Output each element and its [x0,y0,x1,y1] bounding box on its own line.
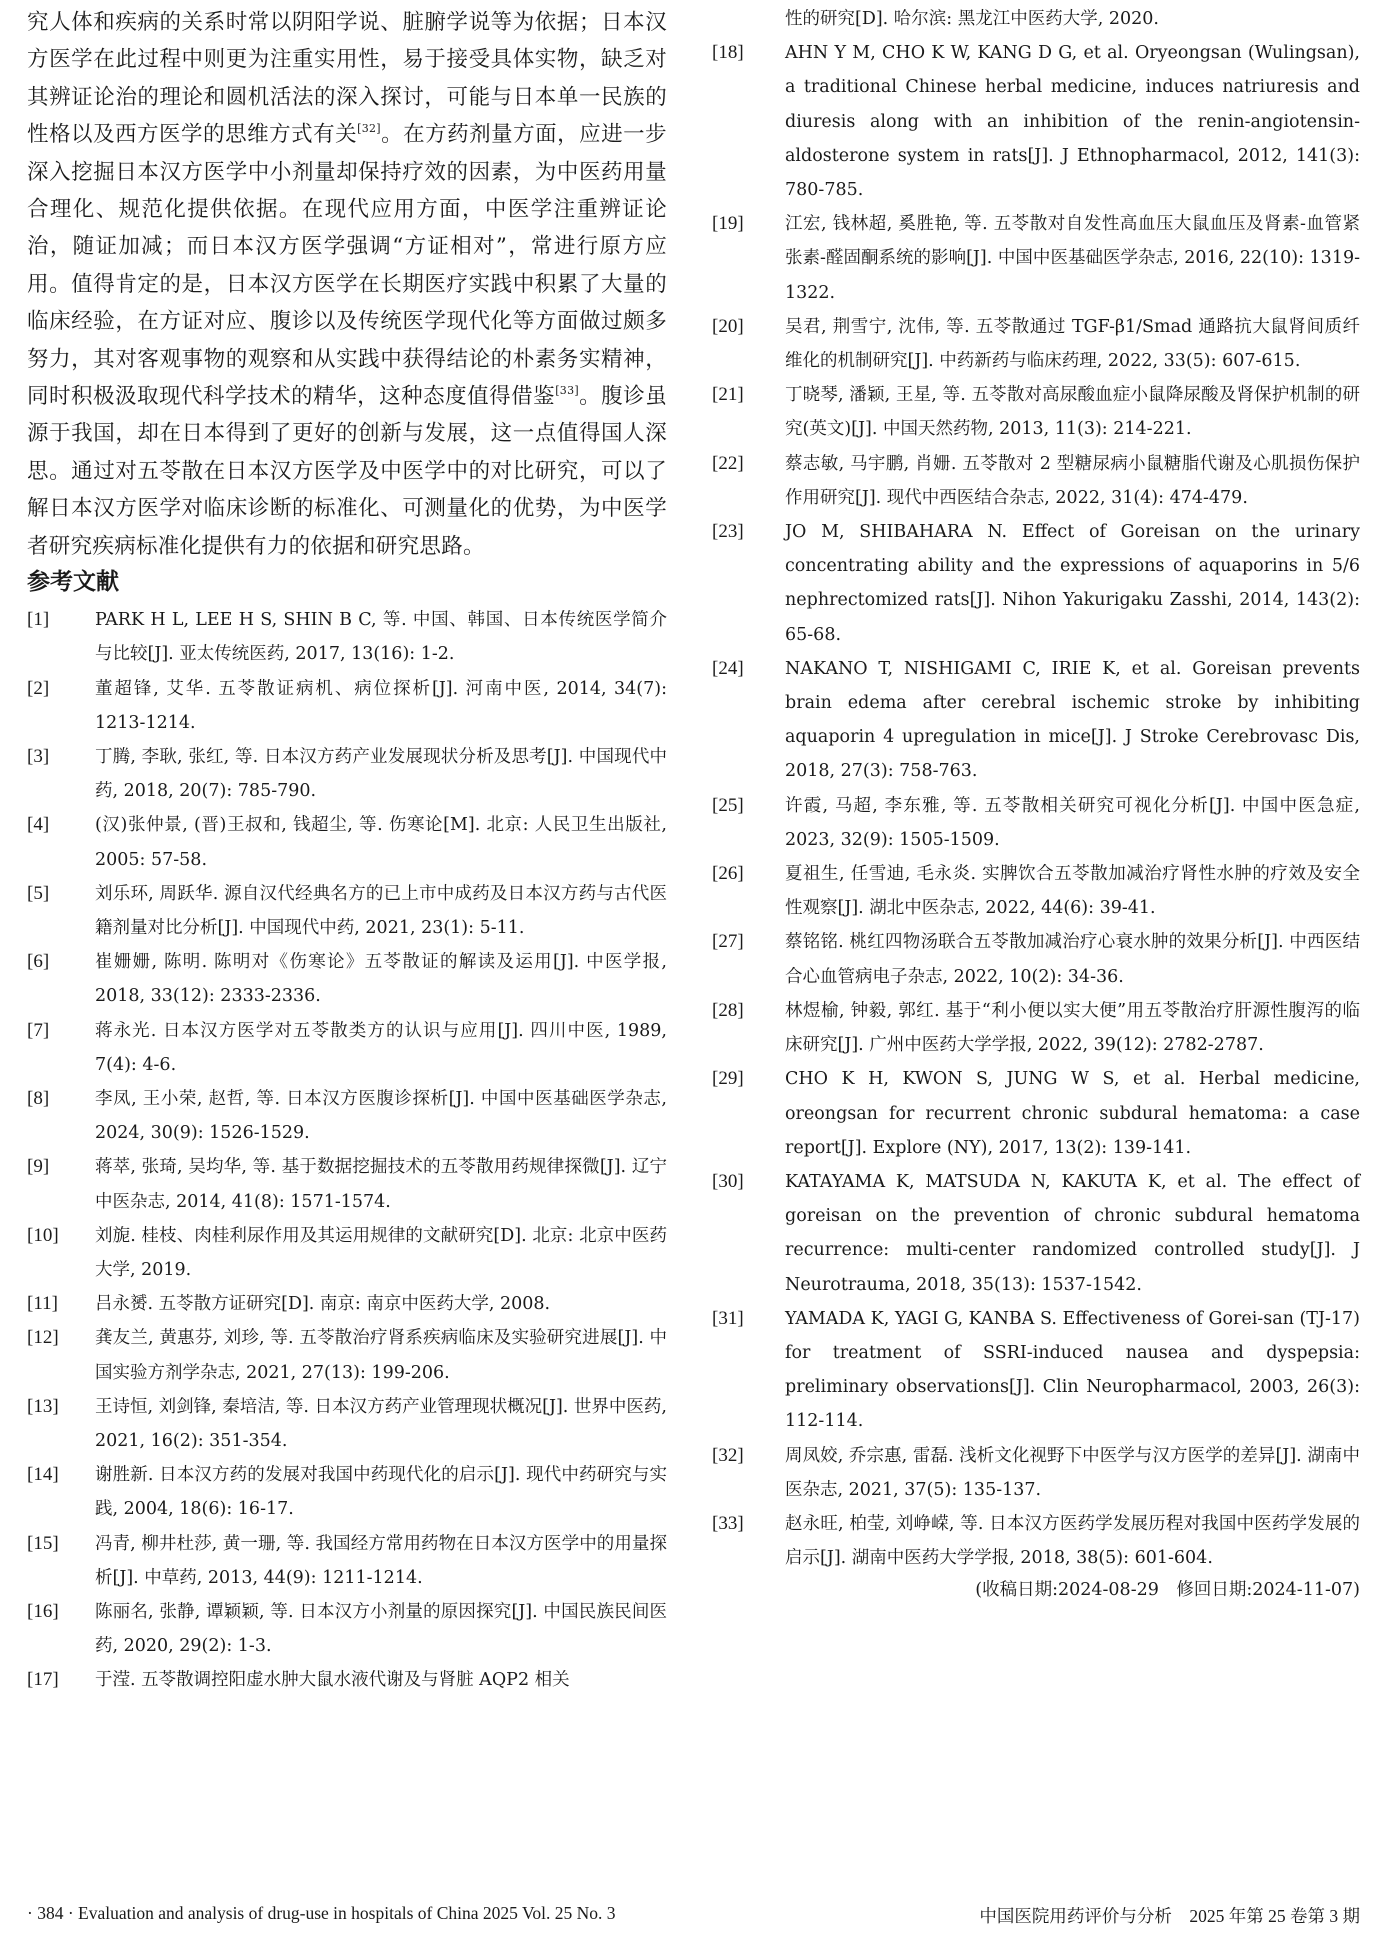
reference-text: 蔡志敏, 马宇鹏, 肖姗. 五苓散对 2 型糖尿病小鼠糖脂代谢及心肌损伤保护作用研究[J]. 现代中西医结合杂志, 2022, 31(4): 474-479. [785,453,1360,508]
reference-list-right [712,36,1360,1575]
reference-number: [18] [712,42,744,64]
reference-item [27,1321,667,1389]
reference-item [27,945,667,1013]
reference-number: [31] [712,1307,744,1329]
reference-text: 蒋萃, 张琦, 吴均华, 等. 基于数据挖掘技术的五苓散用药规律探微[J]. 辽宁中医杂志, 2014, 41(8): 1571-1574. [95,1157,667,1212]
reference-item [712,925,1360,993]
reference-number: [19] [712,213,744,235]
reference-item [712,1507,1360,1575]
received-note-row [712,1575,1360,1611]
reference-list-left [27,603,667,1698]
reference-item [712,515,1360,652]
reference-item [712,1302,1360,1439]
reference-item [712,1165,1360,1302]
reference-item [27,1458,667,1526]
reference-number: [15] [27,1532,59,1554]
reference-text: 董超锋, 艾华. 五苓散证病机、病位探析[J]. 河南中医, 2014, 34(7): 1213-1214. [95,678,667,733]
reference-text: 龚友兰, 黄惠芬, 刘珍, 等. 五苓散治疗肾系疾病临床及实验研究进展[J]. 中国实验方剂学杂志, 2021, 27(13): 199-206. [95,1328,667,1383]
footer-journal-en: · 384 · Evaluation and analysis of drug-use in hospitals of China 2025 Vol. 25 No. 3 [27,1903,616,1923]
reference-number: [2] [27,677,50,699]
reference-number: [21] [712,384,744,406]
reference-item [27,1014,667,1082]
citation-32[interactable]: [32] [357,122,381,136]
reference-item [712,1439,1360,1507]
reference-text: 李凤, 王小荣, 赵哲, 等. 日本汉方医腹诊探析[J]. 中国中医基础医学杂志, 2024, 30(9): 1526-1529. [95,1088,667,1144]
reference-text: PARK H L, LEE H S, SHIN B C, 等. 中国、韩国、日本传统医学简介与比较[J]. 亚太传统医药, 2017, 13(16): 1-2. [95,610,667,665]
reference-item [27,1663,667,1697]
reference-text: 刘旎. 桂枝、肉桂利尿作用及其运用规律的文献研究[D]. 北京: 北京中医药大学, 2019. [95,1225,667,1280]
right-column [712,0,1360,1611]
reference-number: [7] [27,1019,50,1041]
paragraph-text: 究人体和疾病的关系时常以阴阳学说、脏腑学说等为依据；日本汉方医学在此过程中则更为注重实用性，易于接受具体实物，缺乏对其辨证论治的理论和圆机活法的深入探讨，可能与日本单一民族的性格以及西方医学的思维方式有关 [27,10,667,148]
reference-text: 吴君, 荆雪宁, 沈伟, 等. 五苓散通过 TGF-β1/Smad 通路抗大鼠肾间质纤维化的机制研究[J]. 中药新药与临床药理, 2022, 33(5): 607-615. [785,316,1360,372]
reference-text: 丁晓琴, 潘颖, 王星, 等. 五苓散对高尿酸血症小鼠降尿酸及肾保护机制的研究(英文)[J]. 中国天然药物, 2013, 11(3): 214-221. [785,385,1360,440]
footer-journal-cn: 中国医院用药评价与分析 2025 年第 25 卷第 3 期 [979,1906,1360,1926]
reference-item [712,652,1360,789]
reference-number: [1] [27,609,50,631]
reference-text: (汉)张仲景, (晋)王叔和, 钱超尘, 等. 伤寒论[M]. 北京: 人民卫生出版社, 2005: 57-58. [95,815,667,870]
reference-text: 赵永旺, 柏莹, 刘峥嵘, 等. 日本汉方医药学发展历程对我国中医药学发展的启示[J]. 湖南中医药大学学报, 2018, 38(5): 601-604. [785,1513,1360,1569]
reference-text: 周凤姣, 乔宗惠, 雷磊. 浅析文化视野下中医学与汉方医学的差异[J]. 湖南中医杂志, 2021, 37(5): 135-137. [785,1445,1360,1500]
reference-text: 于滢. 五苓散调控阳虚水肿大鼠水液代谢及与肾脏 AQP2 相关 [95,1670,570,1691]
reference-text: YAMADA K, YAGI G, KANBA S. Effectiveness of Gorei-san (TJ-17) for treatment of SSRI-induced nausea and dyspepsia: preliminary observations[J]. Clin Neuropharmacol, 2003, 26(3): 112-114. [785,1308,1360,1432]
reference-item [27,808,667,876]
reference-number: [30] [712,1170,744,1192]
reference-text: 江宏, 钱林超, 奚胜艳, 等. 五苓散对自发性高血压大鼠血压及肾素-血管紧张素-醛固酮系统的影响[J]. 中国中医基础医学杂志, 2016, 22(10): 1319-1322. [785,214,1360,303]
reference-number: [8] [27,1087,50,1109]
reference-number: [32] [712,1444,744,1466]
reference-number: [6] [27,951,50,973]
reference-item [27,672,667,740]
reference-text: 蔡铭铭. 桃红四物汤联合五苓散加减治疗心衰水肿的效果分析[J]. 中西医结合心血管病电子杂志, 2022, 10(2): 34-36. [785,932,1360,987]
reference-number: [16] [27,1600,59,1622]
reference-item [27,1219,667,1287]
reference-text: KATAYAMA K, MATSUDA N, KAKUTA K, et al. The effect of goreisan on the prevention of chronic subdural hematoma recurrence: multi-center randomized controlled study[J]. J Neurotrauma, 2018, 35(13): 1537-1542. [785,1171,1360,1295]
reference-text: 性的研究[D]. 哈尔滨: 黑龙江中医药大学, 2020. [785,9,1159,29]
reference-item [27,1082,667,1150]
page-footer [0,1903,1375,1933]
reference-number: [4] [27,814,50,836]
reference-number: [10] [27,1224,59,1246]
body-paragraph [27,4,667,565]
reference-text: 蒋永光. 日本汉方医学对五苓散类方的认识与应用[J]. 四川中医, 1989, 7(4): 4-6. [95,1020,667,1075]
reference-number: [28] [712,999,744,1021]
reference-item [712,378,1360,446]
reference-text: 夏祖生, 任雪迪, 毛永炎. 实脾饮合五苓散加减治疗肾性水肿的疗效及安全性观察[J]. 湖北中医杂志, 2022, 44(6): 39-41. [785,864,1360,919]
reference-item [27,1150,667,1218]
reference-item [27,1527,667,1595]
reference-number: [22] [712,452,744,474]
reference-text: 许霞, 马超, 李东雅, 等. 五苓散相关研究可视化分析[J]. 中国中医急症, 2023, 32(9): 1505-1509. [785,795,1360,850]
reference-text: 吕永赟. 五苓散方证研究[D]. 南京: 南京中医药大学, 2008. [95,1294,551,1315]
paragraph-text: 。在方药剂量方面，应进一步深入挖掘日本汉方医学中小剂量却保持疗效的因素，为中医药用量合理化、规范化提供依据。在现代应用方面，中医学注重辨证论治，随证加减；而日本汉方医学强调“方证相对”，常进行原方应用。值得肯定的是，日本汉方医学在长期医疗实践中积累了大量的临床经验，在方证对应、腹诊以及传统医学现代化等方面做过颇多努力，其对客观事物的观察和从实践中获得结论的朴素务实精神，同时积极汲取现代科学技术的精华，这种态度值得借鉴 [27,122,667,410]
reference-text: CHO K H, KWON S, JUNG W S, et al. Herbal medicine, oreongsan for recurrent chronic subdural hematoma: a case report[J]. Explore (NY), 2017, 13(2): 139-141. [785,1069,1360,1158]
reference-number: [26] [712,863,744,885]
reference-number: [3] [27,745,50,767]
citation-33[interactable]: [33] [555,384,579,398]
reference-item [712,857,1360,925]
reference-item [712,789,1360,857]
reference-text: 崔姗姗, 陈明. 陈明对《伤寒论》五苓散证的解读及运用[J]. 中医学报, 2018, 33(12): 2333-2336. [95,952,667,1007]
reference-text: AHN Y M, CHO K W, KANG D G, et al. Oryeongsan (Wulingsan), a traditional Chinese herbal medicine, induces natriuresis and diuresis along with an inhibition of the renin-angiotensin-aldosterone system in rats[J]. J Ethnopharmacol, 2012, 141(3): 780-785. [785,43,1360,201]
reference-number: [25] [712,794,744,816]
reference-text: 林煜榆, 钟毅, 郭红. 基于“利小便以实大便”用五苓散治疗肝源性腹泻的临床研究[J]. 广州中医药大学学报, 2022, 39(12): 2782-2787. [785,1000,1360,1056]
reference-text: 丁腾, 李耿, 张红, 等. 日本汉方药产业发展现状分析及思考[J]. 中国现代中药, 2018, 20(7): 785-790. [95,746,667,802]
reference-number: [11] [27,1293,58,1315]
received-dates: (收稿日期:2024-08-29 修回日期:2024-11-07) [975,1580,1360,1601]
reference-item [27,740,667,808]
reference-number: [23] [712,521,744,543]
reference-item [27,1287,667,1321]
reference-text: 冯青, 柳井杜莎, 黄一珊, 等. 我国经方常用药物在日本汉方医学中的用量探析[J]. 中草药, 2013, 44(9): 1211-1214. [95,1533,667,1588]
reference-text: 刘乐环, 周跃华. 源自汉代经典名方的已上市中成药及日本汉方药与古代医籍剂量对比分析[J]. 中国现代中药, 2021, 23(1): 5-11. [95,883,667,938]
reference-number: [17] [27,1669,59,1691]
reference-item [27,1595,667,1663]
reference-number: [13] [27,1395,59,1417]
reference-number: [33] [712,1512,744,1534]
reference-text: NAKANO T, NISHIGAMI C, IRIE K, et al. Goreisan prevents brain edema after cerebral ischemic stroke by inhibiting aquaporin 4 upregulation in mice[J]. J Stroke Cerebrovasc Dis, 2018, 27(3): 758-763. [785,658,1360,782]
reference-item [712,310,1360,378]
left-column [27,0,667,1698]
reference-item [712,447,1360,515]
reference-number: [27] [712,931,744,953]
reference-number: [29] [712,1068,744,1090]
reference-item [712,1062,1360,1165]
reference-item [27,877,667,945]
reference-number: [5] [27,882,50,904]
reference-number: [14] [27,1464,59,1486]
reference-item [27,603,667,671]
reference-item [712,994,1360,1062]
reference-text: JO M, SHIBAHARA N. Effect of Goreisan on the urinary concentrating ability and the expressions of aquaporins in 5/6 nephrectomized rats[J]. Nihon Yakurigaku Zasshi, 2014, 143(2): 65-68. [785,522,1360,645]
reference-text: 王诗恒, 刘剑锋, 秦培洁, 等. 日本汉方药产业管理现状概况[J]. 世界中医药, 2021, 16(2): 351-354. [95,1396,667,1451]
reference-number: [12] [27,1327,59,1349]
reference-number: [20] [712,315,744,337]
reference-item [712,36,1360,207]
reference-number: [9] [27,1156,50,1178]
reference-text: 谢胜新. 日本汉方药的发展对我国中药现代化的启示[J]. 现代中药研究与实践, 2004, 18(6): 16-17. [95,1465,667,1520]
reference-17-continuation [712,2,1360,36]
reference-item [712,207,1360,310]
paragraph-text: 。腹诊虽源于我国，却在日本得到了更好的创新与发展，这一点值得国人深思。通过对五苓散在日本汉方医学及中医学中的对比研究，可以了解日本汉方医学对临床诊断的标准化、可测量化的优势，为中医学者研究疾病标准化提供有力的依据和研究思路。 [27,384,667,559]
reference-item [27,1390,667,1458]
reference-number: [24] [712,657,744,679]
reference-text: 陈丽名, 张静, 谭颖颖, 等. 日本汉方小剂量的原因探究[J]. 中国民族民间医药, 2020, 29(2): 1-3. [95,1601,667,1657]
references-heading: 参考文献 [27,569,119,596]
